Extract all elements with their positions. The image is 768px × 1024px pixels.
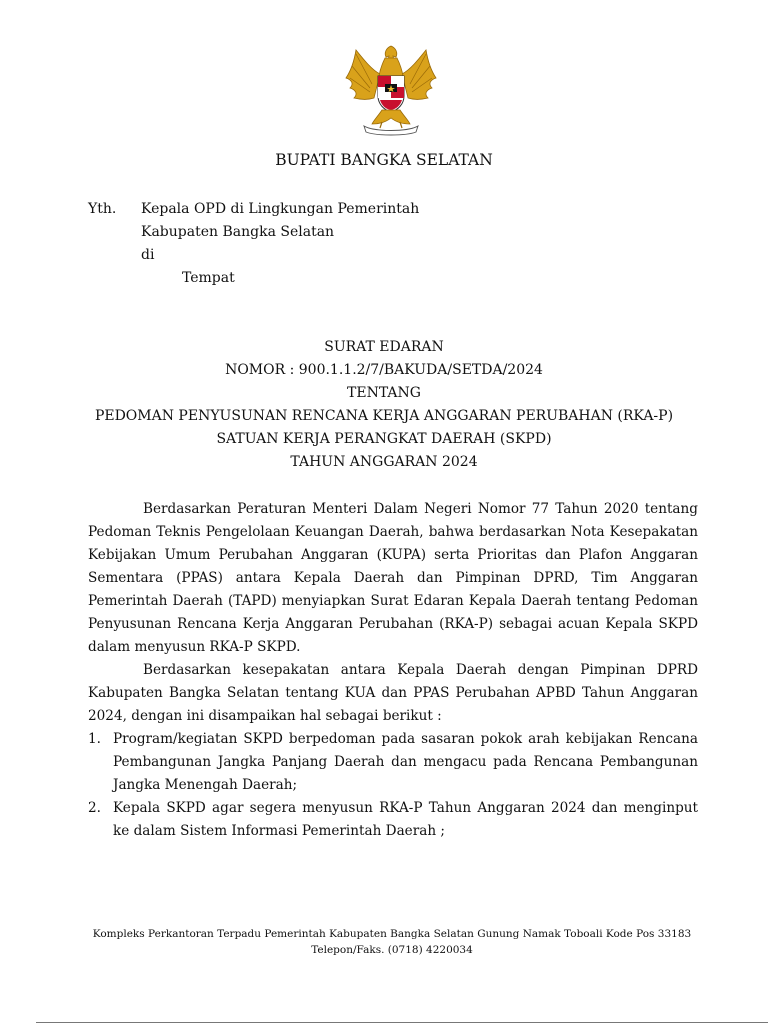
- document-subject-line-1: PEDOMAN PENYUSUNAN RENCANA KERJA ANGGARAN PERUBAHAN (RKA-P): [94, 408, 674, 424]
- document-type: SURAT EDARAN: [324, 339, 444, 355]
- footer-phone: Telepon/Faks. (0718) 4220034: [311, 944, 473, 956]
- institution-heading: BUPATI BANGKA SELATAN: [275, 151, 493, 169]
- addressee-line-3: di: [141, 247, 155, 263]
- document-about-label: TENTANG: [347, 385, 421, 401]
- addressee-line-4: Tempat: [182, 270, 235, 286]
- body-paragraph-1: Berdasarkan Peraturan Menteri Dalam Negeri Nomor 77 Tahun 2020 tentang Pedoman Teknis Pengelolaan Keuangan Daerah, bahwa berdasarkan Nota Kesepakatan Kebijakan Umum Perubahan Anggaran (KUPA) serta Prioritas dan Plafon Anggaran Sementara (PPAS) antara Kepala Daerah dan Pimpinan DPRD, Tim Anggaran Pemerintah Daerah (TAPD) menyiapkan Surat Edaran Kepala Daerah tentang Pedoman Penyusunan Rencana Kerja Anggaran Perubahan (RKA-P) sebagai acuan Kepala SKPD dalam menyusun RKA-P SKPD.: [88, 501, 698, 655]
- garuda-emblem-icon: [342, 44, 440, 138]
- list-item-text: Kepala SKPD agar segera menyusun RKA-P Tahun Anggaran 2024 dan menginput ke dalam Sistem Informasi Pemerintah Daerah ;: [113, 800, 698, 839]
- list-item-text: Program/kegiatan SKPD berpedoman pada sasaran pokok arah kebijakan Rencana Pembangunan Jangka Panjang Daerah dan mengacu pada Rencana Pembangunan Jangka Menengah Daerah;: [113, 731, 698, 793]
- document-subject-line-2: SATUAN KERJA PERANGKAT DAERAH (SKPD): [216, 431, 552, 447]
- document-number: NOMOR : 900.1.1.2/7/BAKUDA/SETDA/2024: [225, 362, 543, 378]
- list-item-number: 2.: [88, 800, 101, 816]
- footer-address: Kompleks Perkantoran Terpadu Pemerintah Kabupaten Bangka Selatan Gunung Namak Toboali Kode Pos 33183: [92, 928, 692, 940]
- document-subject-line-3: TAHUN ANGGARAN 2024: [290, 454, 478, 470]
- addressee-line-2: Kabupaten Bangka Selatan: [141, 224, 335, 240]
- list-item: [88, 797, 698, 843]
- body-paragraph-2: Berdasarkan kesepakatan antara Kepala Daerah dengan Pimpinan DPRD Kabupaten Bangka Selatan tentang KUA dan PPAS Perubahan APBD Tahun Anggaran 2024, dengan ini disampaikan hal sebagai berikut :: [88, 662, 698, 724]
- page-bottom-rule: [36, 1022, 768, 1023]
- addressee-prefix: Yth.: [88, 201, 117, 217]
- list-item-number: 1.: [88, 731, 101, 747]
- list-item: [88, 728, 698, 797]
- addressee-line-1: Kepala OPD di Lingkungan Pemerintah: [141, 201, 420, 217]
